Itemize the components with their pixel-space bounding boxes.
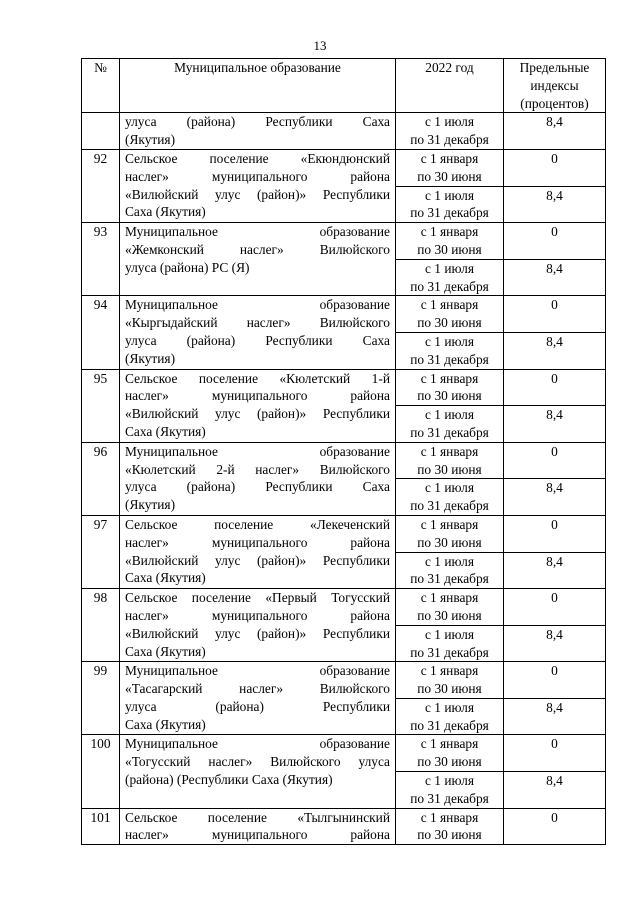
name-line: наслег» муниципального района (125, 607, 390, 623)
row-num: 92 (82, 149, 120, 222)
period-line: по 30 июня (417, 168, 482, 184)
period-line: по 31 декабря (410, 351, 489, 367)
name-line: Сельское поселение «Первый Тогусский (125, 590, 390, 606)
name-line: улуса (района) Республики Саха (125, 479, 390, 495)
name-line: Саха (Якутия) (125, 204, 206, 220)
name-line: «Вилюйский улус (район)» Республики (125, 406, 390, 422)
row-num: 96 (82, 442, 120, 515)
row-num: 97 (82, 515, 120, 588)
row-name (120, 442, 396, 515)
period-line: по 30 июня (417, 241, 482, 257)
name-line: Саха (Якутия) (125, 643, 206, 659)
period-line: по 31 декабря (410, 205, 489, 221)
table-row (82, 515, 606, 552)
row-period (396, 296, 504, 333)
table-row (82, 369, 606, 406)
period-line: по 30 июня (417, 534, 482, 550)
name-line: (Якутия) (125, 132, 176, 148)
row-name (120, 113, 396, 150)
period-line: по 31 декабря (410, 717, 489, 733)
row-period (396, 552, 504, 589)
row-index: 8,4 (504, 406, 606, 443)
period-line: с 1 июля (424, 260, 474, 276)
row-index: 8,4 (504, 259, 606, 296)
row-period (396, 735, 504, 772)
row-period (396, 479, 504, 516)
row-period (396, 223, 504, 260)
period-line: с 1 января (420, 809, 479, 825)
period-line: по 30 июня (417, 315, 482, 331)
name-line: (Якутия) (125, 497, 176, 513)
name-line: наслег» муниципального района (125, 168, 390, 184)
period-line: по 30 июня (417, 388, 482, 404)
name-line: «Вилюйский улус (район)» Республики (125, 552, 390, 568)
name-line: «Вилюйский улус (район)» Республики (125, 625, 390, 641)
period-line: с 1 января (420, 370, 479, 386)
row-period (396, 369, 504, 406)
row-period (396, 113, 504, 150)
period-line: с 1 января (420, 663, 479, 679)
row-period (396, 662, 504, 699)
row-index: 8,4 (504, 552, 606, 589)
row-index: 0 (504, 223, 606, 260)
name-line: Муниципальное образование (125, 736, 390, 752)
row-index: 8,4 (504, 332, 606, 369)
name-line: улуса (района) РС (Я) (125, 259, 250, 275)
name-line: Муниципальное образование (125, 443, 390, 459)
name-line: «Тогусский наслег» Вилюйского улуса (125, 754, 390, 770)
row-index: 8,4 (504, 479, 606, 516)
row-num (82, 113, 120, 150)
row-num: 93 (82, 223, 120, 296)
row-index: 0 (504, 149, 606, 186)
row-index: 0 (504, 296, 606, 333)
row-index: 8,4 (504, 772, 606, 809)
table-row (82, 296, 606, 333)
name-line: «Кыргыдайский наслег» Вилюйского (125, 315, 390, 331)
period-line: с 1 июля (424, 333, 474, 349)
name-line: Сельское поселение «Лекеченский (125, 516, 390, 532)
table-row (82, 149, 606, 186)
table-row (82, 808, 606, 845)
row-period (396, 589, 504, 626)
period-line: по 30 июня (417, 681, 482, 697)
name-line: «Вилюйский улус (район)» Республики (125, 186, 390, 202)
name-line: Сельское поселение «Екюндюнский (125, 150, 390, 166)
row-index: 0 (504, 442, 606, 479)
period-line: с 1 января (420, 150, 479, 166)
name-line: наслег» муниципального района (125, 534, 390, 550)
name-line: «Тасагарский наслег» Вилюйского (125, 681, 390, 697)
row-num: 100 (82, 735, 120, 808)
name-line: Сельское поселение «Кюлетский 1-й (125, 370, 390, 386)
row-index: 8,4 (504, 698, 606, 735)
continuation-row (82, 113, 606, 150)
period-line: с 1 января (420, 590, 479, 606)
period-line: с 1 января (420, 736, 479, 752)
period-line: по 31 декабря (410, 644, 489, 660)
row-num: 98 (82, 589, 120, 662)
period-line: с 1 января (420, 224, 479, 240)
row-index: 0 (504, 515, 606, 552)
period-line: с 1 июля (424, 553, 474, 569)
period-line: по 31 декабря (410, 278, 489, 294)
name-line: Сельское поселение «Тылгынинский (125, 809, 390, 825)
header-period: 2022 год (396, 59, 504, 113)
row-period (396, 625, 504, 662)
name-line: улуса (района) Республики Саха (125, 114, 390, 130)
row-num: 101 (82, 808, 120, 845)
row-period (396, 259, 504, 296)
row-index: 8,4 (504, 186, 606, 223)
period-line: с 1 января (420, 443, 479, 459)
row-period (396, 515, 504, 552)
period-line: с 1 июля (424, 626, 474, 642)
row-num: 99 (82, 662, 120, 735)
row-period (396, 149, 504, 186)
row-num: 95 (82, 369, 120, 442)
row-period (396, 698, 504, 735)
name-line: (района) (Республики Саха (Якутия) (125, 772, 333, 788)
table-row (82, 662, 606, 699)
table-row (82, 589, 606, 626)
period-line: по 30 июня (417, 607, 482, 623)
table-row (82, 223, 606, 260)
row-period (396, 332, 504, 369)
period-line: по 31 декабря (410, 424, 489, 440)
index-table (81, 58, 606, 845)
period-line: с 1 января (420, 516, 479, 532)
row-name (120, 223, 396, 296)
period-line: по 31 декабря (410, 498, 489, 514)
row-period (396, 808, 504, 845)
row-num: 94 (82, 296, 120, 369)
name-line: Саха (Якутия) (125, 570, 206, 586)
period-line: по 30 июня (417, 754, 482, 770)
header-index (504, 59, 606, 113)
row-index: 8,4 (504, 625, 606, 662)
row-index: 0 (504, 808, 606, 845)
row-period (396, 186, 504, 223)
row-name (120, 735, 396, 808)
header-num: № (82, 59, 120, 113)
period-line: с 1 января (420, 297, 479, 313)
row-name (120, 662, 396, 735)
page-number: 13 (313, 38, 327, 53)
name-line: «Жемконский наслег» Вилюйского (125, 241, 390, 257)
period-line: по 31 декабря (410, 132, 489, 148)
row-index: 0 (504, 589, 606, 626)
period-line: с 1 июля (424, 699, 474, 715)
row-index: 0 (504, 735, 606, 772)
header-index-line: Предельные (519, 60, 590, 75)
name-line: Муниципальное образование (125, 224, 390, 240)
period-line: с 1 июля (424, 773, 474, 789)
name-line: улуса (района) Республики (125, 698, 390, 714)
row-name (120, 149, 396, 222)
header-name: Муниципальное образование (120, 59, 396, 113)
name-line: Муниципальное образование (125, 297, 390, 313)
period-line: по 30 июня (417, 461, 482, 477)
table-row (82, 442, 606, 479)
period-line: по 30 июня (417, 827, 482, 843)
period-line: с 1 июля (424, 480, 474, 496)
period-line: по 31 декабря (410, 571, 489, 587)
name-line: Саха (Якутия) (125, 716, 206, 732)
row-name (120, 369, 396, 442)
name-line: (Якутия) (125, 350, 176, 366)
row-index: 0 (504, 369, 606, 406)
row-name (120, 515, 396, 588)
name-line: улуса (района) Республики Саха (125, 332, 390, 348)
row-name (120, 589, 396, 662)
period-line: с 1 июля (424, 114, 474, 130)
name-line: наслег» муниципального района (125, 827, 390, 843)
row-name (120, 808, 396, 845)
table-row (82, 735, 606, 772)
row-period (396, 772, 504, 809)
header-index-line: индексы (530, 77, 579, 93)
row-index: 0 (504, 662, 606, 699)
header-index-line: (процентов) (520, 95, 589, 111)
row-period (396, 442, 504, 479)
period-line: по 31 декабря (410, 790, 489, 806)
period-line: с 1 июля (424, 407, 474, 423)
period-line: с 1 июля (424, 187, 474, 203)
name-line: Саха (Якутия) (125, 423, 206, 439)
name-line: Муниципальное образование (125, 663, 390, 679)
row-name (120, 296, 396, 369)
name-line: наслег» муниципального района (125, 388, 390, 404)
name-line: «Кюлетский 2-й наслег» Вилюйского (125, 461, 390, 477)
row-index: 8,4 (504, 113, 606, 150)
table-header-row (82, 59, 606, 113)
row-period (396, 406, 504, 443)
